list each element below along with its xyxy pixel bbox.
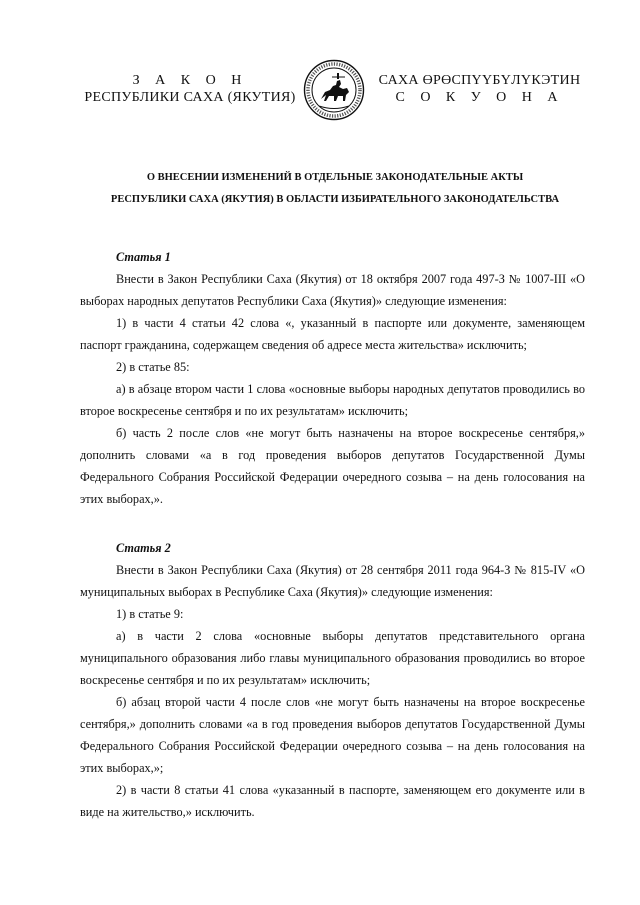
header-left-line1: З А К О Н xyxy=(132,73,248,88)
article-2-paragraph: а) в части 2 слова «основные выборы депутатов представительного органа муниципального образования либо главы муниципального образования проводились во второе воскресенье сентября и по их результатам» исключить; xyxy=(80,629,585,687)
header-right xyxy=(362,72,597,106)
article-2-heading: Статья 2 xyxy=(116,541,171,555)
article-2-paragraph: 1) в статье 9: xyxy=(116,607,184,621)
article-2 xyxy=(80,537,585,823)
document-title-line1: О ВНЕСЕНИИ ИЗМЕНЕНИЙ В ОТДЕЛЬНЫЕ ЗАКОНОДАТЕЛЬНЫЕ АКТЫ xyxy=(146,172,524,183)
document-title xyxy=(70,167,600,211)
article-1-paragraph: Внести в Закон Республики Саха (Якутия) от 18 октября 2007 года 497-З № 1007-III «О выборах народных депутатов Республики Саха (Якутия)» следующие изменения: xyxy=(80,272,585,308)
header-right-line2: С О К У О Н А xyxy=(395,90,564,105)
article-1 xyxy=(80,246,585,510)
header-left-line2: РЕСПУБЛИКИ САХА (ЯКУТИЯ) xyxy=(84,90,296,105)
article-2-paragraph: Внести в Закон Республики Саха (Якутия) от 28 сентября 2011 года 964-З № 815-IV «О муниципальных выборах в Республике Саха (Якутия)» следующие изменения: xyxy=(80,563,585,599)
document-title-line2: РЕСПУБЛИКИ САХА (ЯКУТИЯ) В ОБЛАСТИ ИЗБИРАТЕЛЬНОГО ЗАКОНОДАТЕЛЬСТВА xyxy=(110,194,560,205)
article-1-paragraph: б) часть 2 после слов «не могут быть назначены на второе воскресенье сентября,» дополнить словами «а в год проведения выборов депутатов Государственной Думы Федерального Собрания Российской Федерации очередного созыва – на день голосования на этих выборах,». xyxy=(80,426,585,506)
header-left xyxy=(70,72,310,106)
article-2-paragraph: 2) в части 8 статьи 41 слова «указанный в паспорте, заменяющем его документе или в виде на жительство,» исключить. xyxy=(80,783,585,819)
article-1-paragraph: 1) в части 4 статьи 42 слова «, указанный в паспорте или документе, заменяющем паспорт гражданина, содержащем сведения об адресе места жительства» исключить; xyxy=(80,316,585,352)
article-1-heading: Статья 1 xyxy=(116,250,171,264)
header-right-line1: САХА ӨРӨСПҮҮБҮЛҮКЭТИН xyxy=(378,73,581,88)
article-1-paragraph: 2) в статье 85: xyxy=(116,360,190,374)
coat-of-arms-emblem-icon xyxy=(303,59,365,121)
article-1-paragraph: а) в абзаце втором части 1 слова «основные выборы народных депутатов проводились во второе воскресенье сентября и по их результатам» исключить; xyxy=(80,382,585,418)
article-2-paragraph: б) абзац второй части 4 после слов «не могут быть назначены на второе воскресенье сентября,» дополнить словами «а в год проведения выборов депутатов Государственной Думы Федерального Собрания Российской Федерации очередного созыва – на день голосования на этих выборах,»; xyxy=(80,695,585,775)
